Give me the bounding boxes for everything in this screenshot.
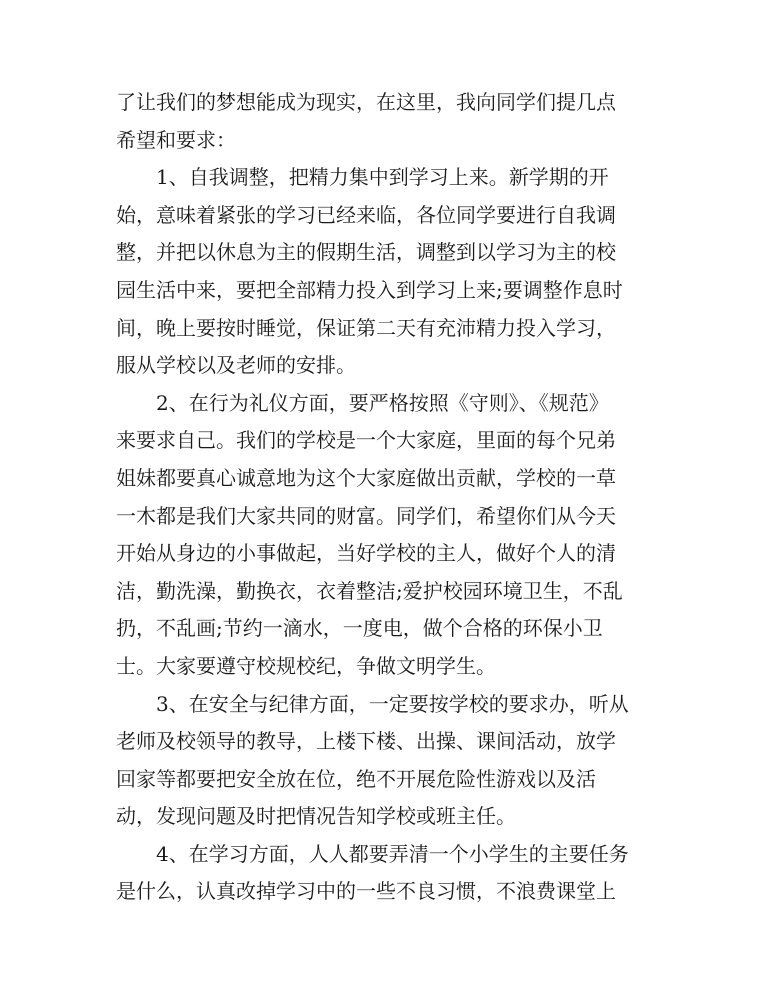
text-line: 园生活中来，要把全部精力投入到学习上来;要调整作息时 [116, 277, 623, 302]
text-line: 开始从身边的小事做起，当好学校的主人，做好个人的清 [116, 541, 616, 566]
text-line: 扔，不乱画;节约一滴水，一度电，做个合格的环保小卫 [116, 616, 603, 641]
text-line: 一木都是我们大家共同的财富。同学们，希望你们从今天 [116, 503, 616, 528]
text-line: 是什么，认真改掉学习中的一些不良习惯，不浪费课堂上 [116, 879, 616, 904]
text-line: 来要求自己。我们的学校是一个大家庭，里面的每个兄弟 [116, 428, 616, 453]
text-line: 动，发现问题及时把情况告知学校或班主任。 [116, 804, 516, 829]
paragraph-first-line: 3、在安全与纪律方面，一定要按学校的要求办，听从 [156, 691, 629, 716]
paragraph-first-line: 1、自我调整，把精力集中到学习上来。新学期的开 [156, 165, 609, 190]
text-line: 洁，勤洗澡，勤换衣，衣着整洁;爱护校园环境卫生，不乱 [116, 578, 623, 603]
text-line: 整，并把以休息为主的假期生活，调整到以学习为主的校 [116, 240, 616, 265]
text-line: 了让我们的梦想能成为现实，在这里，我向同学们提几点 [116, 90, 616, 114]
paragraph-first-line: 2、在行为礼仪方面，要严格按照《守则》、《规范》 [156, 390, 609, 415]
text-line: 士。大家要遵守校规校纪，争做文明学生。 [116, 653, 496, 678]
text-line: 老师及校领导的教导，上楼下楼、出操、课间活动，放学 [116, 729, 616, 754]
text-line: 回家等都要把安全放在位，绝不开展危险性游戏以及活 [116, 766, 596, 791]
document-page [116, 84, 656, 911]
text-line: 希望和要求： [116, 127, 236, 152]
text-line: 始，意味着紧张的学习已经来临，各位同学要进行自我调 [116, 202, 616, 227]
paragraph-first-line: 4、在学习方面，人人都要弄清一个小学生的主要任务 [156, 841, 629, 866]
text-line: 服从学校以及老师的安排。 [116, 353, 356, 378]
text-line: 姐妹都要真心诚意地为这个大家庭做出贡献，学校的一草 [116, 465, 616, 490]
text-line: 间，晚上要按时睡觉，保证第二天有充沛精力投入学习， [116, 315, 616, 340]
